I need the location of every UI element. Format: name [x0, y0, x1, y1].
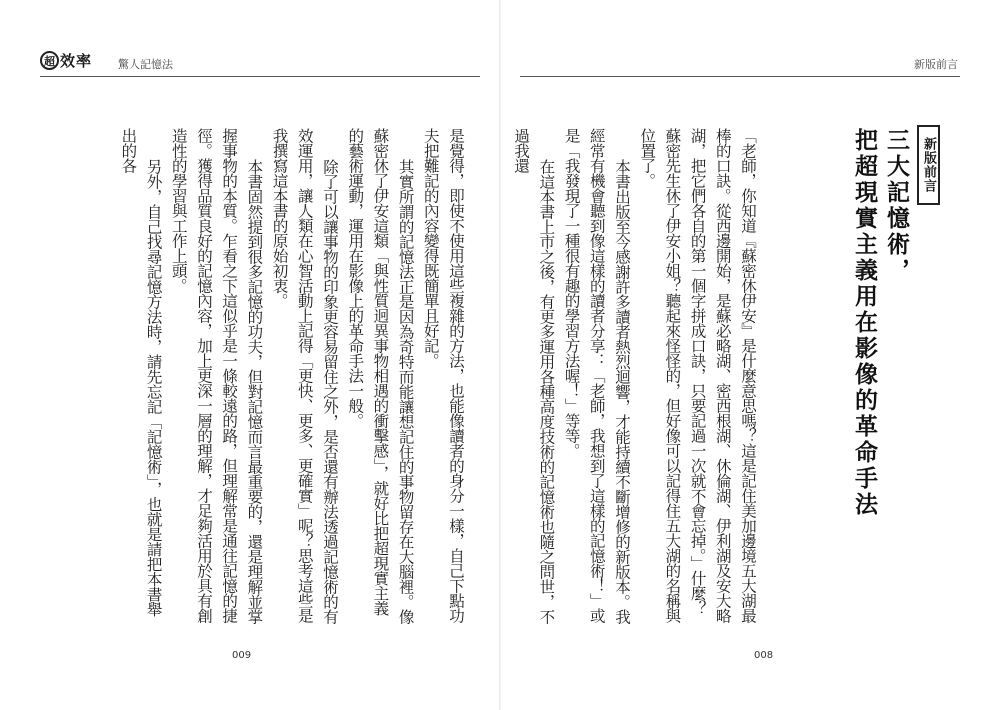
paragraph: 「老師，你知道『蘇密休伊安』是什麼意思嗎？這是記住美加邊境五大湖最棒的口訣。從西邊開始，是蘇必略湖、密西根湖、休倫湖、伊利湖及安大略湖，把它們各自的第一個字拼成口訣，只要記過一次就不會忘掉。」什麼？蘇密先生休了伊安小姐？聽起來怪怪的，但好像可以記得住五大湖的名稱與位置了。	[638, 128, 757, 623]
header-rule	[40, 76, 480, 77]
headline-line-2: 把超現實主義用在影像的革命手法	[851, 128, 877, 518]
headline-line-1: 三大記憶術，	[883, 128, 909, 284]
page-number: 009	[232, 650, 252, 661]
page-number: 008	[754, 650, 774, 661]
logo-text: 效率	[60, 52, 93, 70]
paragraph: 是覺得，即使不使用這些複雜的方法，也能像讀者的身分一樣，自己下點功夫把難記的內容變得既簡單且好記。	[421, 128, 465, 623]
right-body-text	[508, 128, 760, 630]
paragraph: 另外，自己找尋記憶方法時，請先忘記「記憶術」，也就是請把本書舉出的各	[119, 128, 163, 617]
paragraph: 除了可以讓事物的印象更容易留住之外，是否還有辦法透過記憶術的有效運用，讓人類在心智活動上記得「更快、更多、更確實」呢？思考這些是我撰寫這本書的原始初衷。	[270, 128, 339, 624]
book-title: 驚人記憶法	[118, 58, 173, 71]
logo-circle-icon: 超	[40, 51, 59, 70]
header-rule	[520, 76, 960, 77]
paragraph: 本書固然提到很多記憶的功夫，但對記憶而言最重要的，還是理解並掌握事物的本質。乍看之下這似乎是一條較遠的路，但理解常是通往記憶的捷徑。獲得品質良好的記憶內容，加上更深一層的理解，才足夠活用於具有創造性的學習與工作上頭。	[169, 128, 264, 624]
paragraph: 在這本書上市之後，有更多運用各種高度技術的記憶術也隨之問世，不過我還	[512, 128, 556, 624]
paragraph: 本書出版至今感謝許多讀者熱烈迴響，才能持續不斷增修的新版本。我經常有機會聽到像這樣的讀者分享：「老師，我想到了這樣的記憶術！」或是「我發現了一種很有趣的學習方法喔！」等等。	[562, 128, 631, 624]
left-body-text	[115, 128, 468, 630]
paragraph: 其實所謂的記憶法正是因為奇特而能讓想記住的事物留存在大腦裡。像蘇密休了伊安這類「與性質迥異事物相遇的衝擊感」，就好比把超現實主義的藝術運動，運用在影像上的革命手法一般。	[346, 128, 415, 624]
right-page	[500, 0, 1000, 710]
section-label-badge: 新版前言	[917, 125, 940, 205]
series-logo	[40, 50, 92, 71]
running-header: 新版前言	[914, 58, 958, 71]
